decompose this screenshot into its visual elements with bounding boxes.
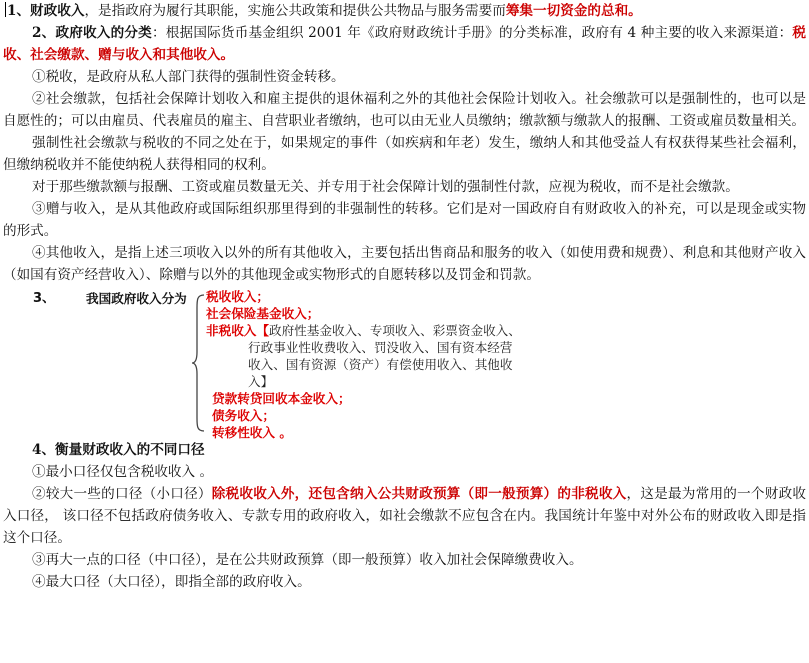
paragraph-small-scope xyxy=(3,483,806,549)
section-4-title: 4、衡量财政收入的不同口径 xyxy=(32,442,205,458)
category-transfer: 转移性收入 。 xyxy=(212,425,292,440)
section-2-text: ：根据国际货币基金组织 2001 年《政府财政统计手册》的分类标准，政府有 4 种主要的收入来源渠道： xyxy=(151,25,793,41)
category-non-tax-detail-1: 政府性基金收入、专项收入、彩票资金收入、 xyxy=(268,323,521,338)
category-non-tax-detail-3: 收入、国有资源（资产）有偿使用收入、其他收 xyxy=(248,357,513,372)
revenue-category-list xyxy=(206,288,521,441)
paragraph-compulsory-payments: 对于那些缴款额与报酬、工资或雇员数量无关、并专用于社会保障计划的强制性付款，应视为税收，而不是社会缴款。 xyxy=(32,179,739,195)
paragraph-compulsory-contributions: 强制性社会缴款与税收的不同之处在于，如果规定的事件（如疾病和年老）发生，缴纳人和其他受益人有权获得某些社会福利，但缴纳税收并不能使纳税人获得相同的权利。 xyxy=(3,135,806,173)
category-loan-recovery: 贷款转贷回收本金收入； xyxy=(212,391,351,406)
category-non-tax-detail-4: 入】 xyxy=(248,374,274,389)
category-non-tax-detail-4-row xyxy=(206,373,521,390)
paragraph-other-revenue: ④其他收入，是指上述三项收入以外的所有其他收入，主要包括出售商品和服务的收入（如使用费和规费）、利息和其他财产收入（如国有资产经营收入）、除赠与以外的其他现金或实物形式的自愿转移以及罚金和罚款。 xyxy=(3,245,806,283)
text-cursor xyxy=(5,2,6,17)
section-1-title: 1、财政收入 xyxy=(7,3,85,19)
category-social-insurance: 社会保险基金收入； xyxy=(206,306,320,321)
paragraph-social-contributions: ②社会缴款，包括社会保障计划收入和雇主提供的退休福利之外的其他社会保险计划收入。社会缴款可以是强制性的，也可以是自愿性的；可以由雇员、代表雇员的雇主、自营职业者缴纳，也可以由无业人员缴纳；缴款额与缴款人的报酬、工资或雇员数量相关。 xyxy=(3,91,806,129)
category-non-tax-detail-3-row xyxy=(206,356,521,373)
small-scope-text: ，这是最为常用的一个财政收入口径， 该口径不包括政府债务收入、专款专用的政府收入，如社会缴款不应包含在内。我国统计年鉴中对外公布的财政收入即是指这个口径。 xyxy=(3,486,806,546)
left-brace-icon xyxy=(191,294,205,432)
section-3-number: 3、 xyxy=(33,291,56,306)
category-non-tax xyxy=(206,322,521,339)
section-3-lead: 我国政府收入分为 xyxy=(86,291,187,306)
category-non-tax-detail-2: 行政事业性收费收入、罚没收入、国有资本经营 xyxy=(248,340,513,355)
document-body xyxy=(3,0,806,593)
category-debt: 债务收入； xyxy=(212,408,275,423)
section-2-emphasis: 税收、社会缴款、赠与收入和其他收入。 xyxy=(3,25,806,63)
paragraph-grants: ③赠与收入，是从其他政府或国际组织那里得到的非强制性的转移。它们是对一国政府自有财政收入的补充，可以是现金或实物的形式。 xyxy=(3,201,806,239)
section-1-emphasis: 筹集一切资金的总和。 xyxy=(505,3,642,19)
revenue-classification-figure xyxy=(3,288,806,440)
section-2-paragraph xyxy=(3,22,806,66)
section-2-title: 2、政府收入的分类 xyxy=(32,25,152,41)
paragraph-tax: ①税收，是政府从私人部门获得的强制性资金转移。 xyxy=(32,69,345,85)
category-non-tax-detail-2-row xyxy=(206,339,521,356)
small-scope-lead: ②较大一些的口径（小口径） xyxy=(32,486,212,502)
small-scope-emphasis: 除税收收入外，还包含纳入公共财政预算（即一般预算）的非税收入 xyxy=(211,486,627,502)
section-1-text: ，是指政府为履行其职能，实施公共政策和提供公共物品与服务需要而 xyxy=(84,3,506,19)
category-non-tax-label: 非税收入【 xyxy=(206,323,269,338)
paragraph-medium-scope: ③再大一点的口径（中口径），是在公共财政预算（即一般预算）收入加社会保障缴费收入。 xyxy=(32,552,583,568)
category-tax: 税收收入； xyxy=(206,289,269,304)
paragraph-narrowest-scope: ①最小口径仅包含税收收入 。 xyxy=(32,464,214,480)
section-1-paragraph xyxy=(3,0,806,22)
paragraph-largest-scope: ④最大口径（大口径），即指全部的政府收入。 xyxy=(32,574,311,590)
